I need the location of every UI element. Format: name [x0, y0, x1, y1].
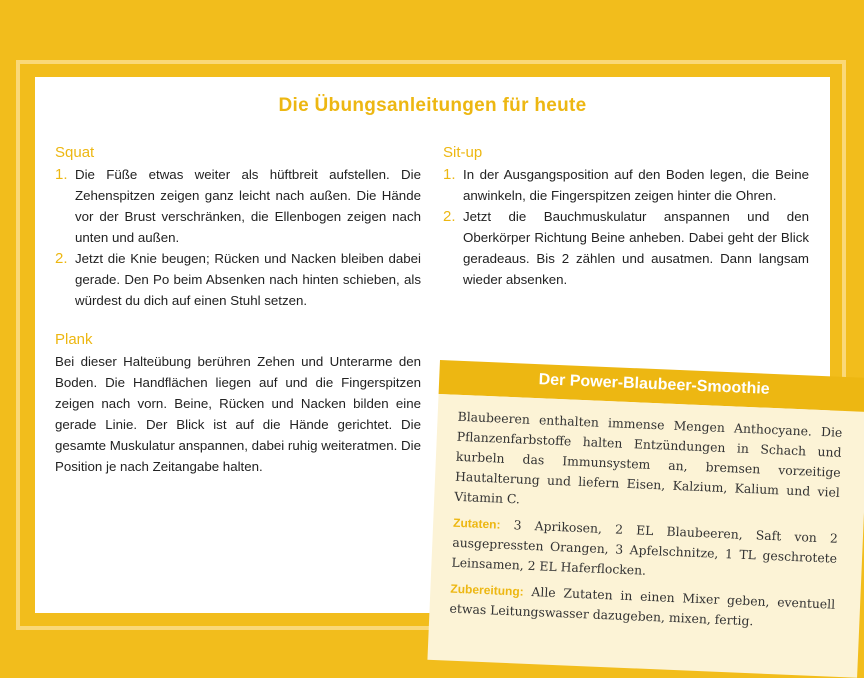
- situp-section: [443, 164, 809, 290]
- preparation-text: Alle Zutaten in einen Mixer geben, eventuell etwas Leitungswasser dazugeben, mixen, fertig.: [449, 584, 836, 629]
- step-text: Die Füße etwas weiter als hüftbreit aufstellen. Die Zehenspitzen zeigen ganz leicht nach außen. Die Hände vor der Brust verschränken, die Ellenbogen zeigen nach unten und außen.: [75, 167, 421, 245]
- preparation-label: Zubereitung:: [450, 581, 524, 599]
- step-number: 2.: [443, 208, 456, 225]
- smoothie-card: [427, 360, 864, 678]
- step-number: 2.: [55, 250, 68, 267]
- step-text: Jetzt die Knie beugen; Rücken und Nacken bleiben dabei gerade. Den Po beim Absenken nach hinten schieben, als würdest du dich auf einen Stuhl setzen.: [75, 251, 421, 308]
- step-number: 1.: [443, 166, 456, 183]
- smoothie-text: [449, 407, 843, 641]
- step-text: In der Ausgangsposition auf den Boden legen, die Beine anwinkeln, die Fingerspitzen zeigen hinter die Ohren.: [463, 167, 809, 203]
- squat-step: [55, 248, 421, 311]
- situp-heading: Sit-up: [443, 144, 483, 161]
- squat-steps: [55, 164, 421, 311]
- ingredients-label: Zutaten:: [452, 515, 501, 532]
- situp-step: [443, 164, 809, 206]
- smoothie-preparation: [449, 579, 835, 635]
- smoothie-title: Der Power-Blaubeer-Smoothie: [538, 371, 770, 398]
- situp-steps: [443, 164, 809, 290]
- squat-step: [55, 164, 421, 248]
- squat-heading: Squat: [55, 144, 95, 161]
- plank-heading: Plank: [55, 331, 93, 348]
- smoothie-body: [427, 394, 864, 678]
- smoothie-ingredients: [451, 513, 838, 589]
- plank-text: Bei dieser Halteübung berühren Zehen und Unterarme den Boden. Die Handflächen liegen auf und die Fingerspitzen zeigen nach vorn. Beine, Rücken und Nacken bilden eine gerade Linie. Der Blick ist auf die Hände gerichtet. Die gesamte Muskulatur anspannen, dabei ruhig weiteratmen. Die Position je nach Zeitangabe halten.: [55, 354, 421, 474]
- situp-step: [443, 206, 809, 290]
- page-title: Die Übungsanleitungen für heute: [278, 95, 587, 116]
- step-number: 1.: [55, 166, 68, 183]
- ingredients-text: 3 Aprikosen, 2 EL Blaubeeren, Saft von 2 ausgepressten Orangen, 3 Apfelschnitze, 1 TL geschrotete Leinsamen, 2 EL Haferflocken.: [451, 517, 839, 578]
- step-text: Jetzt die Bauchmuskulatur anspannen und den Oberkörper Richtung Beine anheben. Dabei geht der Blick geradeaus. Bis 2 zählen und ausatmen. Dann langsam wieder absenken.: [463, 209, 809, 287]
- smoothie-intro: Blaubeeren enthalten immense Mengen Anthocyane. Die Pflanzenfarbstoffe halten Entzündungen in Schach und kurbeln das Immunsystem an, bremsen vorzeitige Hautalterung und liefern Eisen, Kalzium, Kalium und viel Vitamin C.: [453, 408, 843, 507]
- squat-section: [55, 164, 421, 311]
